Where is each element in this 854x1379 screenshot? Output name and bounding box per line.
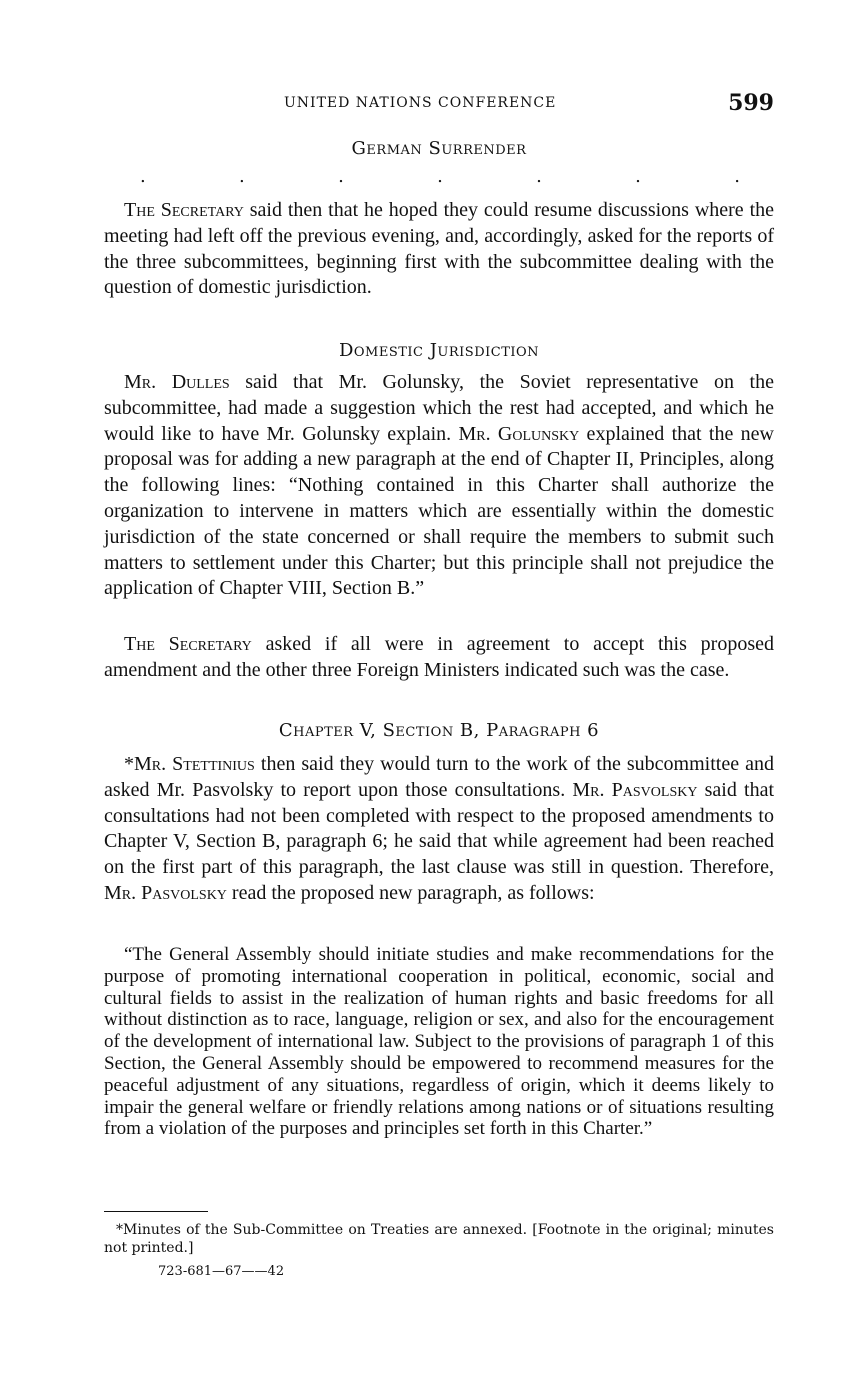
speaker-name: Mr. Stettinius xyxy=(134,753,255,775)
page-header xyxy=(104,90,774,120)
ellipsis-dot: . xyxy=(437,166,443,187)
speaker-name: Mr. Pasvolsky xyxy=(572,778,698,801)
omission-ellipsis xyxy=(140,166,740,187)
paragraph-text: said that Mr. Golunsky, the Soviet representative on the subcommittee, had made a suggestion which the rest had accepted, and which he would like to have Mr. Golunsky explain. xyxy=(104,371,774,445)
paragraph-secretary-resume xyxy=(104,198,774,301)
speaker-name: The Secretary xyxy=(124,633,252,655)
section-heading-domestic-jurisdiction: Domestic Jurisdiction xyxy=(338,340,540,361)
paragraph-text: said that consultations had not been completed with respect to the proposed amendments to Chapter V, Section B, paragraph 6; he said that while agreement had been reached on the first part of this paragraph, the last clause was still in question. Therefore, xyxy=(104,778,774,879)
footnote-divider xyxy=(104,1211,208,1212)
print-code: 723-681—67——42 xyxy=(158,1264,285,1279)
paragraph-text: read the proposed new paragraph, as follows: xyxy=(226,881,595,904)
section-heading-chapter-v: Chapter V, Section B, Paragraph 6 xyxy=(278,720,600,741)
block-quote-proposed-paragraph: “The General Assembly should initiate studies and make recommendations for the purpose of promoting international cooperation in political, economic, social and cultural fields to assist in the realization of human rights and basic freedoms for all without distinction as to race, language, religion or sex, and also for the encouragement of the development of international law. Subject to the provisions of paragraph 1 of this Section, the General Assembly should be empowered to recommend measures for the peaceful adjustment of any situations, regardless of origin, which it deems likely to impair the general welfare or friendly relations among nations or of situations resulting from a violation of the purposes and principles set forth in this Charter.” xyxy=(104,944,774,1140)
running-head: UNITED NATIONS CONFERENCE xyxy=(284,95,557,111)
ellipsis-dot: . xyxy=(239,166,245,187)
ellipsis-dot: . xyxy=(734,166,740,187)
ellipsis-dot: . xyxy=(635,166,641,187)
ellipsis-dot: . xyxy=(536,166,542,187)
paragraph-text: explained that the new proposal was for adding a new paragraph at the end of Chapter II, Principles, along the following lines: “Nothing contained in this Charter shall authorize the organization to intervene in matters which are essentially within the domestic jurisdiction of the state concerned or shall require the members to submit such matters to settlement under this Charter; but this principle shall not prejudice the application of Chapter VIII, Section B.” xyxy=(104,422,774,600)
speaker-name: Mr. Dulles xyxy=(124,371,230,393)
paragraph-dulles-golunsky xyxy=(104,370,774,602)
paragraph-text: asked if all were in agreement to accept this proposed amendment and the other three Foreign Ministers indicated such was the case. xyxy=(104,633,775,681)
page-number: 599 xyxy=(728,90,774,116)
paragraph-text: then said they would turn to the work of the subcommittee and asked Mr. Pasvolsky to report upon those consultations. xyxy=(104,753,774,801)
speaker-name: Mr. Pasvolsky xyxy=(104,881,227,904)
paragraph-stettinius-pasvolsky xyxy=(104,752,774,907)
footnote-marker: * xyxy=(124,753,134,775)
ellipsis-dot: . xyxy=(140,166,146,187)
footnote: *Minutes of the Sub-Committee on Treaties are annexed. [Footnote in the original; minutes not printed.] xyxy=(104,1222,774,1256)
section-heading-german-surrender: German Surrender xyxy=(351,138,527,159)
paragraph-secretary-agreement xyxy=(104,632,774,684)
paragraph-text: said then that he hoped they could resume discussions where the meeting had left off the previous evening, and, accordingly, asked for the reports of the three subcommittees, beginning first with the subcommittee dealing with the question of domestic jurisdiction. xyxy=(104,199,775,299)
speaker-name: Mr. Golunsky xyxy=(458,422,580,445)
ellipsis-dot: . xyxy=(338,166,344,187)
speaker-name: The Secretary xyxy=(124,199,244,221)
